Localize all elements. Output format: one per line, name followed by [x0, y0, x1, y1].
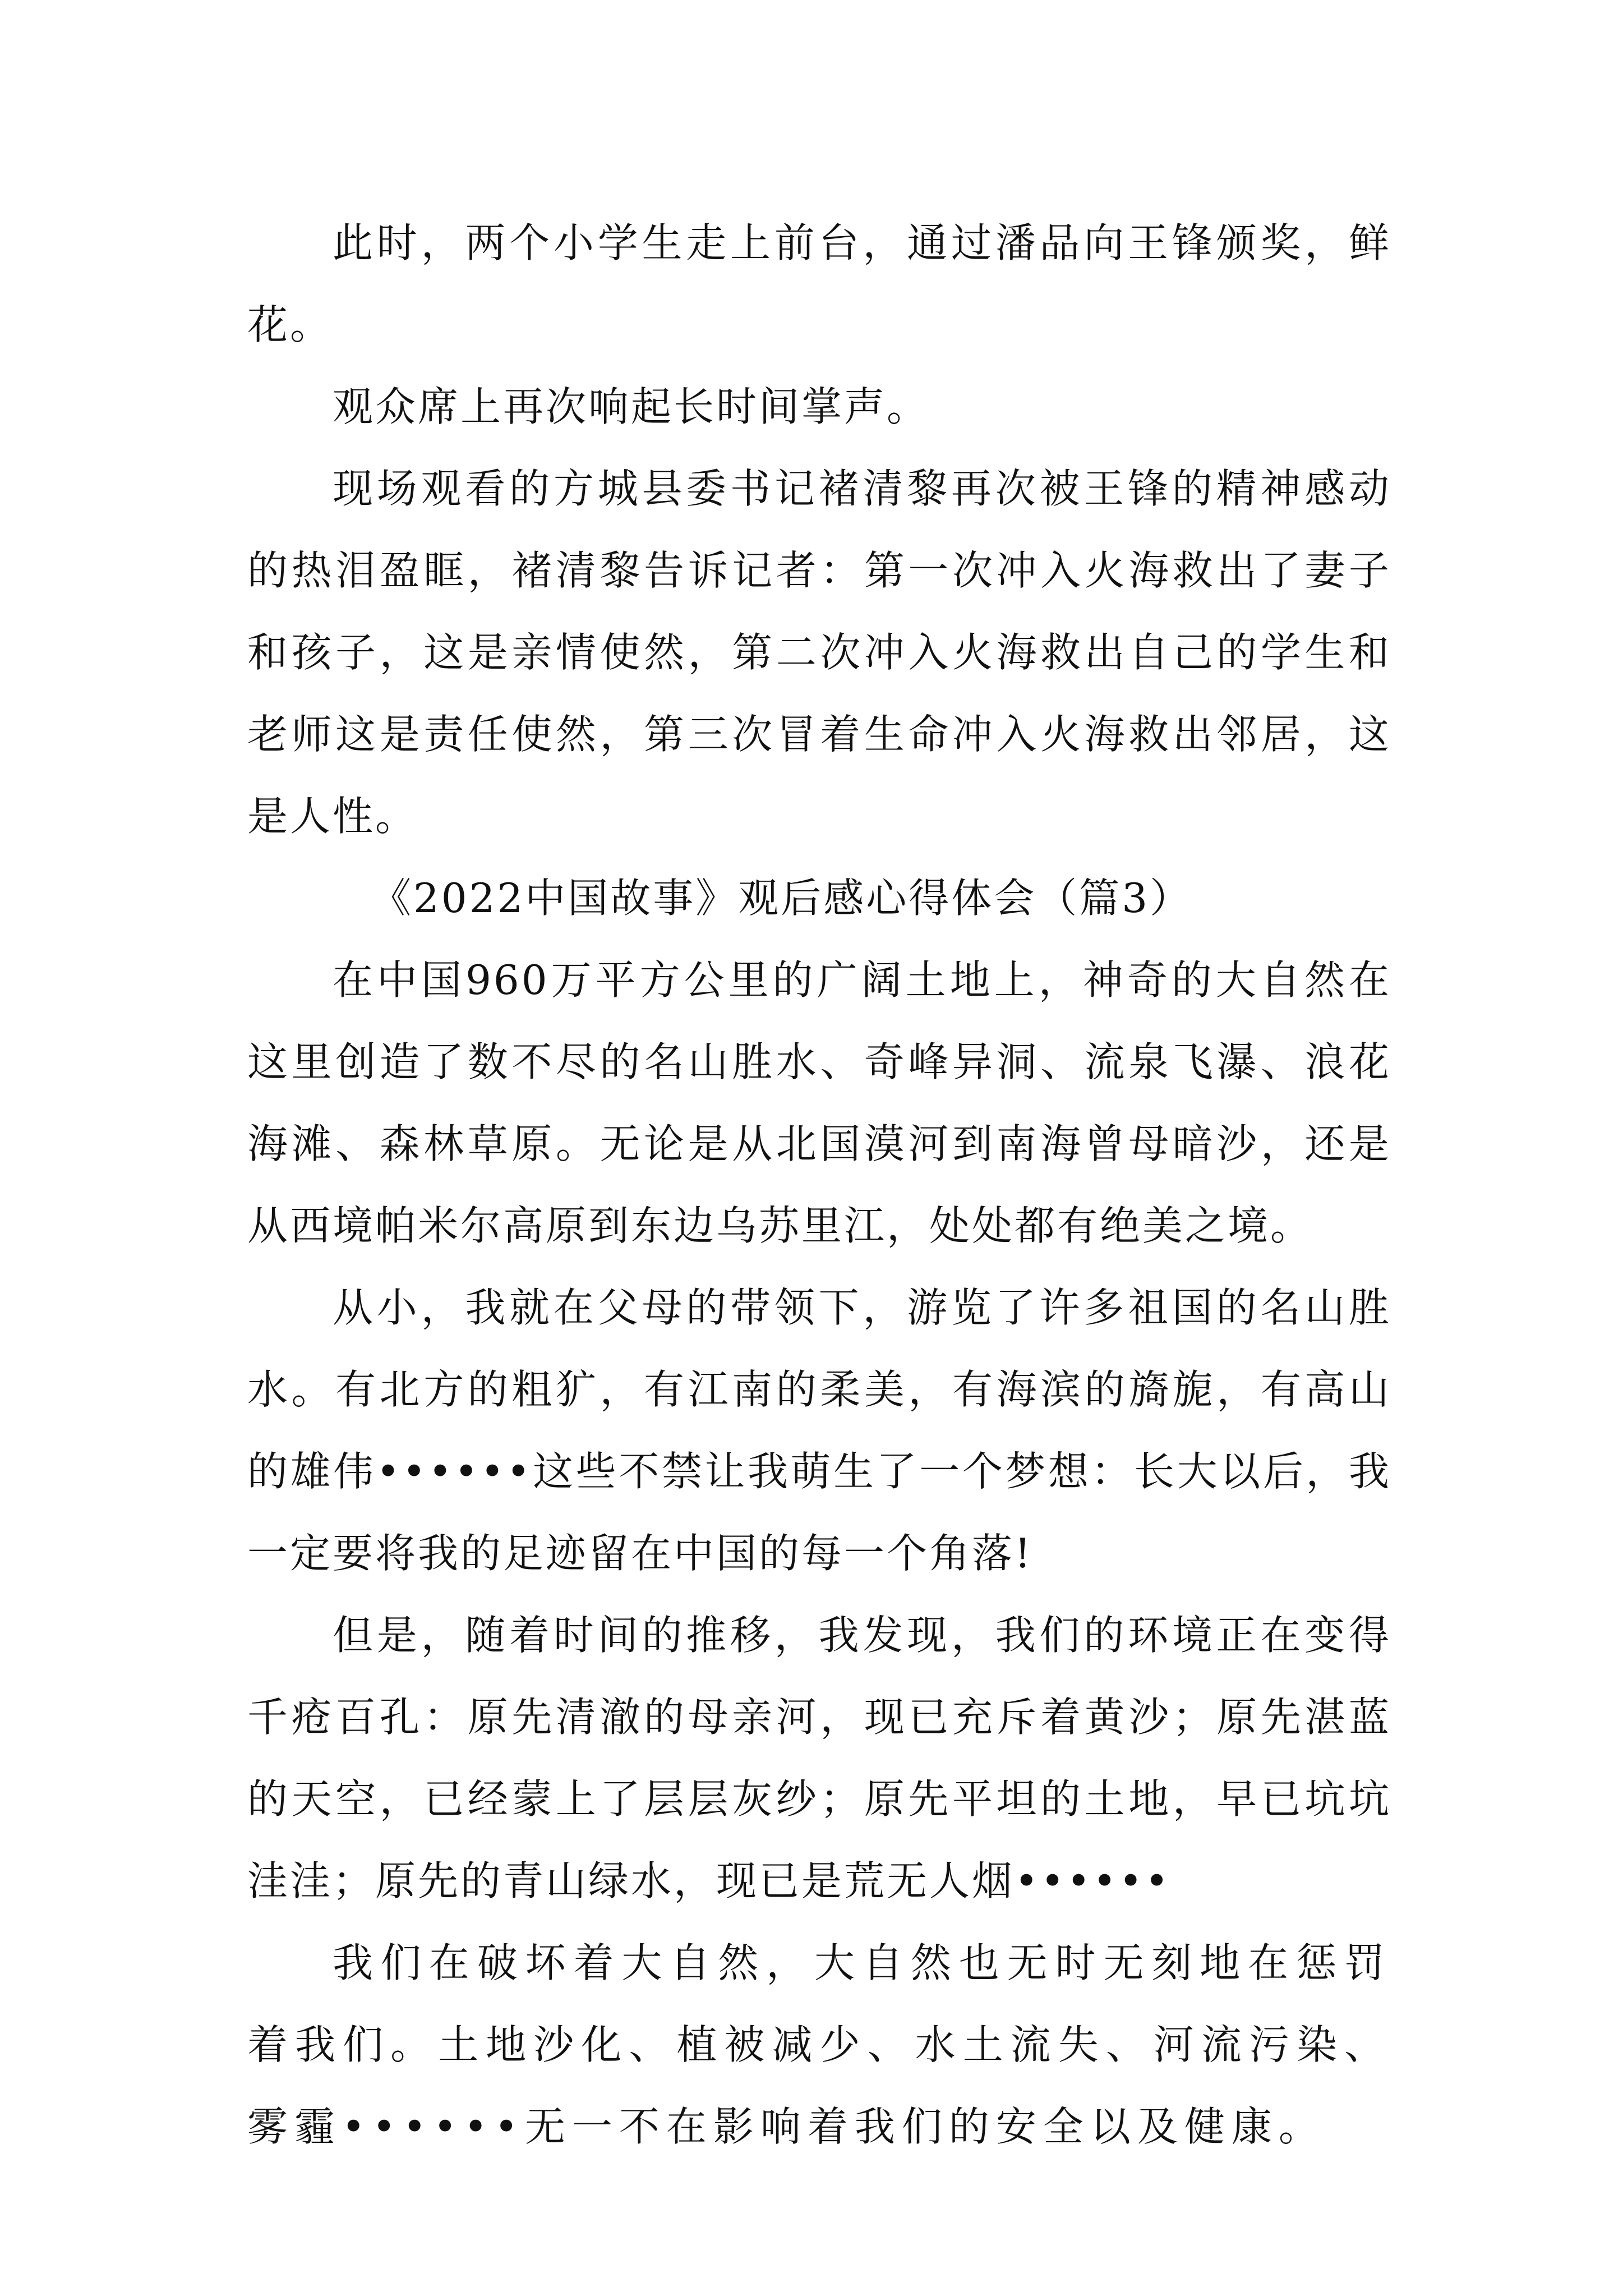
paragraph-childhood-travel: 从小，我就在父母的带领下，游览了许多祖国的名山胜水。有北方的粗犷，有江南的柔美，有海滨的旖旎，有高山的雄伟••••••这些不禁让我萌生了一个梦想：长大以后，我一定要将我的足迹留在中国的每一个角落!	[247, 1284, 1391, 1577]
paragraph-award: 此时，两个小学生走上前台，通过潘品向王锋颁奖，鲜花。	[247, 219, 1391, 348]
paragraph-nature-punishment: 我们在破坏着大自然，大自然也无时无刻地在惩罚着我们。土地沙化、植被减少、水土流失、河流污染、雾霾••••••无一不在影响着我们的安全以及健康。	[247, 1939, 1391, 2150]
paragraph-applause: 观众席上再次响起长时间掌声。	[333, 383, 930, 430]
paragraph-secretary-quote: 现场观看的方城县委书记褚清黎再次被王锋的精神感动的热泪盈眶，褚清黎告诉记者：第一次冲入火海救出了妻子和孩子，这是亲情使然，第二次冲入火海救出自己的学生和老师这是责任使然，第三次冒着生命冲入火海救出邻居，这是人性。	[247, 465, 1391, 840]
document-body	[247, 202, 1391, 2168]
paragraph-environment-damage: 但是，随着时间的推移，我发现，我们的环境正在变得千疮百孔：原先清澈的母亲河，现已充斥着黄沙；原先湛蓝的天空，已经蒙上了层层灰纱；原先平坦的土地，早已坑坑洼洼；原先的青山绿水，现已是荒无人烟••••••	[247, 1612, 1391, 1904]
paragraph-landscape: 在中国960万平方公里的广阔土地上，神奇的大自然在这里创造了数不尽的名山胜水、奇峰异洞、流泉飞瀑、浪花海滩、森林草原。无论是从北国漠河到南海曾母暗沙，还是从西境帕米尔高原到东边乌苏里江，处处都有绝美之境。	[247, 956, 1391, 1249]
section-heading: 《2022中国故事》观后感心得体会（篇3）	[371, 875, 1193, 922]
